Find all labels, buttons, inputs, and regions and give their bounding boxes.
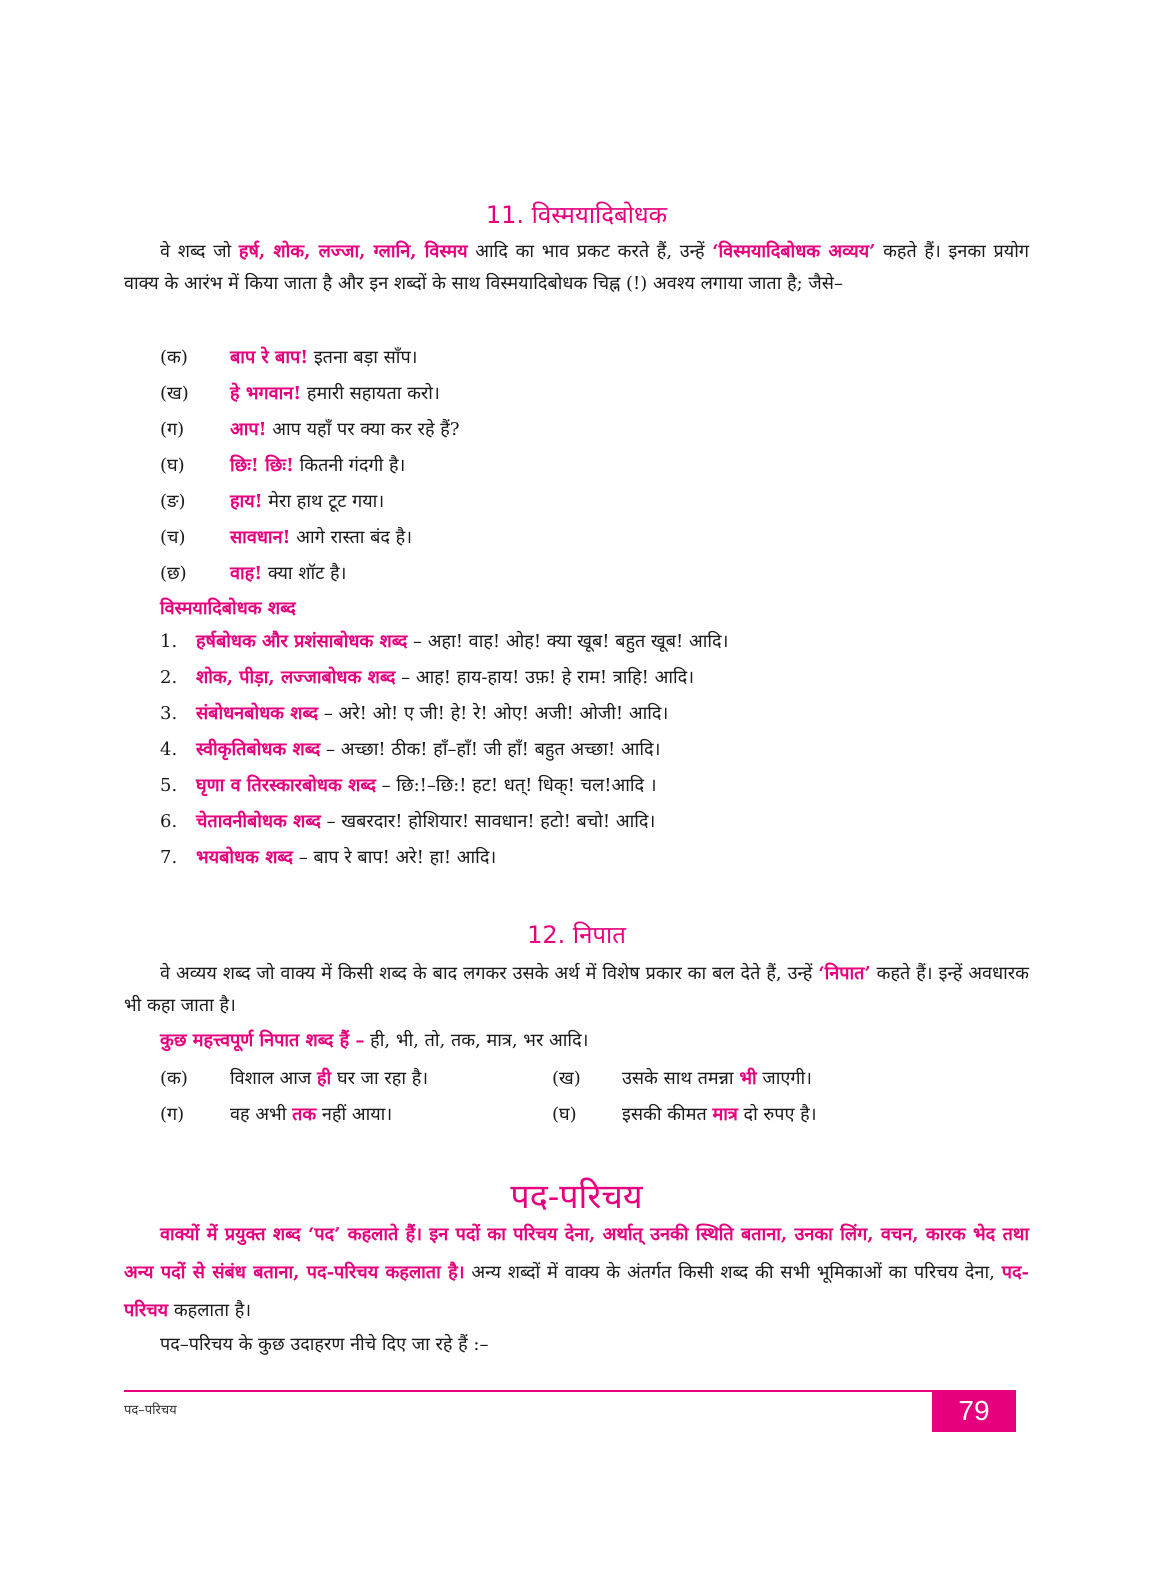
padparichay-term: पद-परिचय: [124, 1262, 1029, 1321]
example-label: (क): [160, 1068, 188, 1089]
type-number: 7.: [160, 847, 178, 868]
type-number: 3.: [160, 703, 178, 724]
padparichay-highlight: वाक्यों में प्रयुक्त शब्द ‘पद’ कहलाते हैं। इन पदों का परिचय देना, अर्थात् उनकी स्थिति बताना, उनका लिंग, वचन, कारक भेद तथा अन्य पदों से संबंध बताना, पद-परिचय कहलाता है।: [124, 1224, 1029, 1283]
example-highlight: बाप रे बाप!: [230, 347, 309, 368]
example-text: क्या शॉट है।: [262, 563, 347, 584]
important-text: ही, भी, तो, तक, मात्र, भर आदि।: [364, 1030, 589, 1051]
type-number: 5.: [160, 775, 178, 796]
example-highlight: तक: [292, 1104, 317, 1125]
type-row: [124, 699, 668, 729]
section-12-intro: [124, 958, 1029, 1022]
type-row: [124, 663, 694, 693]
example-row: [124, 379, 440, 409]
type-highlight: चेतावनीबोधक शब्द: [196, 811, 321, 832]
nipat-example: [516, 1064, 812, 1094]
example-text: दो रुपए है।: [737, 1104, 817, 1125]
intro-text: कहते हैं। इन्हें अवधारक भी कहा जाता है।: [124, 963, 1029, 1016]
type-highlight: भयबोधक शब्द: [196, 847, 293, 868]
example-text: घर जा रहा है।: [331, 1068, 429, 1089]
section-11-heading: 11. विस्मयादिबोधक: [485, 201, 668, 229]
intro-text: कहते हैं। इनका प्रयोग वाक्य के आरंभ में किया जाता है और इन शब्दों के साथ विस्मयादिबोधक चिह्न (!) अवश्य लगाया जाता है; जैसे–: [124, 241, 1029, 294]
type-row: [124, 771, 657, 801]
example-row: [124, 559, 346, 589]
type-row: [124, 807, 655, 837]
nipat-example: [124, 1064, 428, 1094]
example-label: (च): [160, 527, 186, 548]
type-number: 4.: [160, 739, 178, 760]
nipat-example: [516, 1100, 817, 1130]
type-text: – अच्छा! ठीक! हाँ–हाँ! जी हाँ! बहुत अच्छा! आदि।: [320, 739, 661, 760]
intro-term: ‘विस्मयादिबोधक अव्यय’: [712, 241, 876, 262]
example-row: [124, 487, 384, 517]
type-highlight: शोक, पीड़ा, लज्जाबोधक शब्द: [196, 667, 396, 688]
footer-label: पद–परिचय: [124, 1403, 177, 1418]
padparichay-paragraph: [124, 1216, 1029, 1330]
intro-highlight: हर्ष, शोक, लज्जा, ग्लानि, विस्मय: [238, 241, 468, 262]
example-label: (ख): [160, 383, 189, 404]
padparichay-note: पद–परिचय के कुछ उदाहरण नीचे दिए जा रहे हैं :–: [160, 1334, 489, 1355]
type-row: [124, 843, 496, 873]
example-text: वह अभी: [230, 1104, 293, 1125]
type-text: – छि:!–छि:! हट! धत्! धिक्! चल!आदि ।: [375, 775, 657, 796]
important-highlight: कुछ महत्त्वपूर्ण निपात शब्द हैं –: [160, 1030, 365, 1051]
nipat-example: [124, 1100, 392, 1130]
type-highlight: हर्षबोधक और प्रशंसाबोधक शब्द: [196, 631, 408, 652]
padparichay-heading: पद-परिचय: [510, 1177, 643, 1217]
example-label: (ख): [552, 1068, 581, 1089]
type-row: [124, 735, 660, 765]
example-text: नहीं आया।: [316, 1104, 393, 1125]
example-highlight: ही: [316, 1068, 332, 1089]
example-label: (छ): [160, 563, 187, 584]
example-text: हमारी सहायता करो।: [301, 383, 440, 404]
intro-term: ‘निपात’: [818, 963, 871, 984]
section-11-subheading: विस्मयादिबोधक शब्द: [160, 598, 296, 619]
example-label: (घ): [160, 455, 185, 476]
type-text: – बाप रे बाप! अरे! हा! आदि।: [293, 847, 497, 868]
type-text: – अरे! ओ! ए जी! हे! रे! ओए! अजी! ओजी! आदि।: [318, 703, 669, 724]
example-text: कितनी गंदगी है।: [293, 455, 406, 476]
page-number: 79: [932, 1390, 1016, 1432]
example-label: (घ): [552, 1104, 577, 1125]
example-text: मेरा हाथ टूट गया।: [262, 491, 385, 512]
section-12-important: [160, 1026, 588, 1056]
example-label: (ग): [160, 1104, 185, 1125]
intro-text: वे शब्द जो: [160, 241, 239, 262]
example-highlight: हे भगवान!: [230, 383, 302, 404]
section-11-intro: [124, 236, 1029, 300]
type-number: 1.: [160, 631, 178, 652]
example-highlight: मात्र: [712, 1104, 738, 1125]
type-row: [124, 627, 728, 657]
type-number: 6.: [160, 811, 178, 832]
type-text: – आह! हाय-हाय! उफ़! हे राम! त्राहि! आदि।: [395, 667, 695, 688]
example-label: (ङ): [160, 491, 186, 512]
type-text: – अहा! वाह! ओह! क्या खूब! बहुत खूब! आदि।: [407, 631, 729, 652]
type-highlight: संबोधनबोधक शब्द: [196, 703, 319, 724]
example-highlight: आप!: [230, 419, 267, 440]
padparichay-text: कहलाता है।: [168, 1300, 252, 1321]
example-highlight: सावधान!: [230, 527, 291, 548]
example-highlight: छिः! छिः!: [230, 455, 294, 476]
padparichay-text: अन्य शब्दों में वाक्य के अंतर्गत किसी शब्द की सभी भूमिकाओं का परिचय देना,: [464, 1262, 1002, 1283]
intro-text: आदि का भाव प्रकट करते हैं, उन्हें: [467, 241, 713, 262]
example-text: जाएगी।: [756, 1068, 812, 1089]
example-text: इतना बड़ा साँप।: [308, 347, 418, 368]
example-highlight: वाह!: [230, 563, 263, 584]
example-label: (ग): [160, 419, 185, 440]
example-row: [124, 343, 418, 373]
type-number: 2.: [160, 667, 178, 688]
example-row: [124, 523, 412, 553]
intro-text: वे अव्यय शब्द जो वाक्य में किसी शब्द के बाद लगकर उसके अर्थ में विशेष प्रकार का बल देते हैं, उन्हें: [160, 963, 819, 984]
type-text: – खबरदार! होशियार! सावधान! हटो! बचो! आदि।: [320, 811, 656, 832]
example-text: आप यहाँ पर क्या कर रहे हैं?: [266, 419, 460, 440]
section-12-heading: 12. निपात: [527, 921, 626, 949]
example-row: [124, 415, 460, 445]
type-highlight: स्वीकृतिबोधक शब्द: [196, 739, 321, 760]
example-row: [124, 451, 405, 481]
type-highlight: घृणा व तिरस्कारबोधक शब्द: [196, 775, 376, 796]
example-highlight: भी: [739, 1068, 757, 1089]
example-text: इसकी कीमत: [622, 1104, 713, 1125]
example-text: आगे रास्ता बंद है।: [290, 527, 413, 548]
example-label: (क): [160, 347, 188, 368]
footer-rule: [124, 1390, 1016, 1392]
example-highlight: हाय!: [230, 491, 263, 512]
example-text: विशाल आज: [230, 1068, 317, 1089]
example-text: उसके साथ तमन्ना: [622, 1068, 740, 1089]
